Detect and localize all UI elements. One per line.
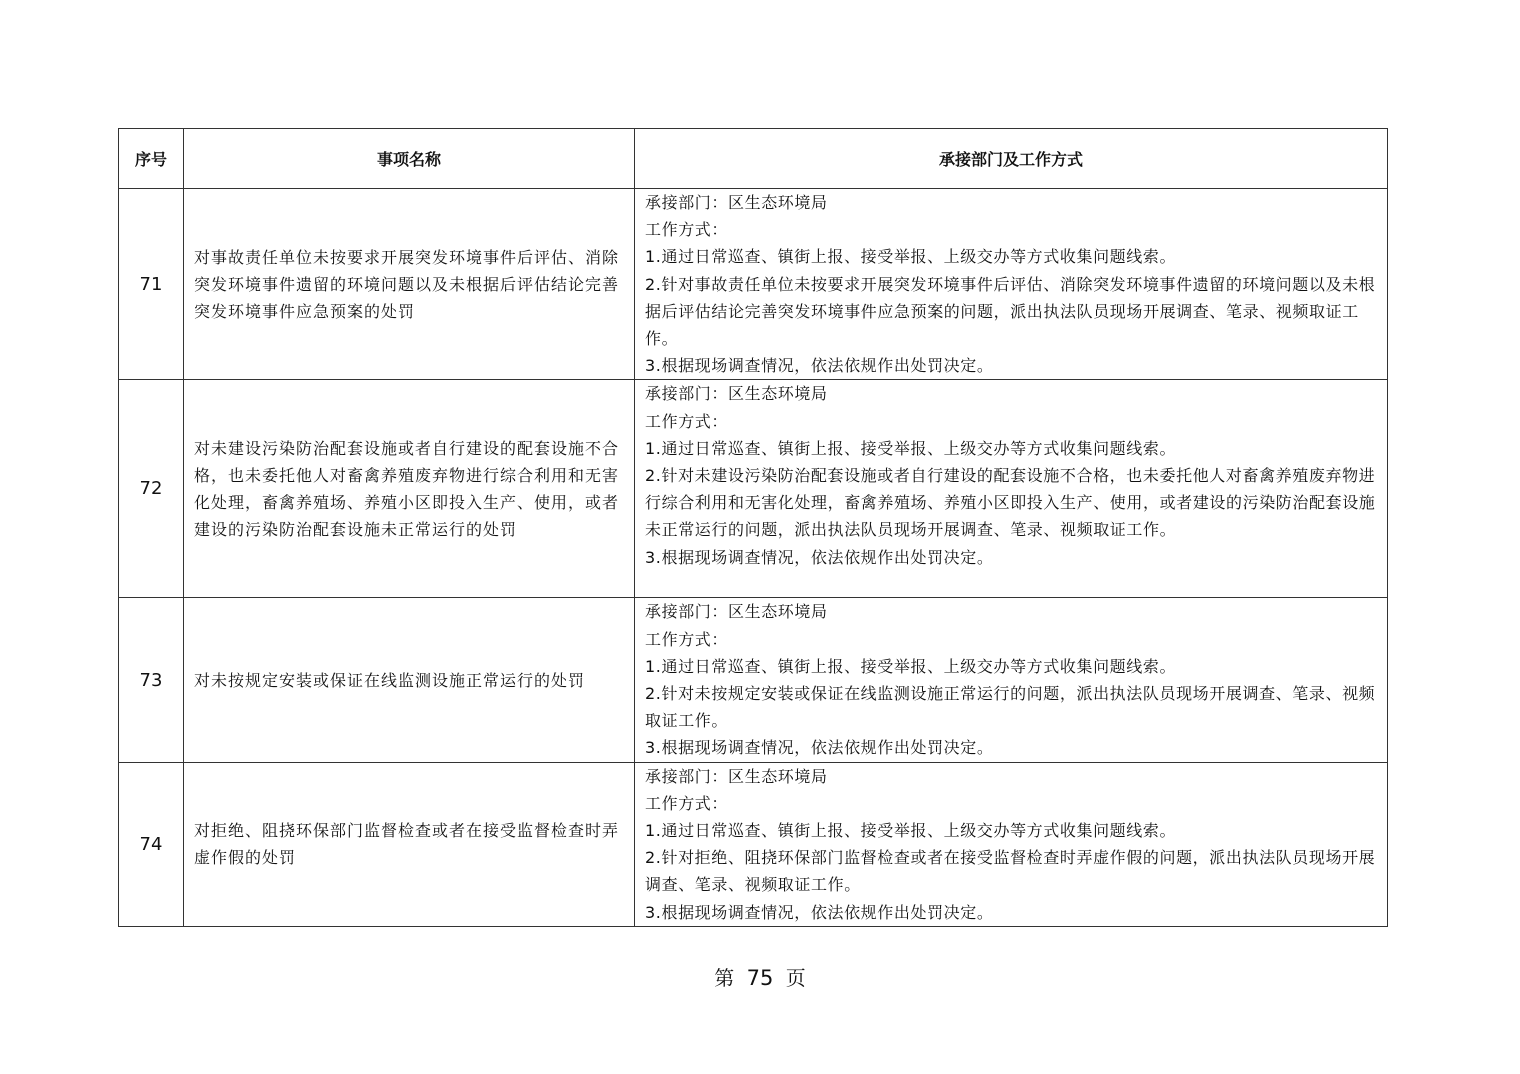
- item-name: 对拒绝、阻挠环保部门监督检查或者在接受监督检查时弄虚作假的处罚: [184, 762, 635, 926]
- row-number: 71: [119, 189, 184, 380]
- method-cell: [635, 598, 1388, 762]
- method-line: 3.根据现场调查情况，依法依规作出处罚决定。: [645, 738, 994, 758]
- header-method: 承接部门及工作方式: [635, 129, 1388, 189]
- item-name: 对事故责任单位未按要求开展突发环境事件后评估、消除突发环境事件遗留的环境问题以及未根据后评估结论完善突发环境事件应急预案的处罚: [184, 189, 635, 380]
- header-name: 事项名称: [184, 129, 635, 189]
- method-line: 承接部门：区生态环境局: [645, 193, 828, 212]
- method-line: 3.根据现场调查情况，依法依规作出处罚决定。: [645, 902, 994, 922]
- items-table: [118, 128, 1388, 927]
- method-cell: [635, 762, 1388, 926]
- table-row: [119, 189, 1388, 380]
- method-line: 1.通过日常巡查、镇街上报、接受举报、上级交办等方式收集问题线索。: [645, 656, 1177, 676]
- page-suffix: 页: [785, 966, 806, 990]
- method-line: 承接部门：区生态环境局: [645, 602, 828, 622]
- page-footer: [0, 962, 1520, 991]
- item-name: 对未建设污染防治配套设施或者自行建设的配套设施不合格，也未委托他人对畜禽养殖废弃物进行综合利用和无害化处理，畜禽养殖场、养殖小区即投入生产、使用，或者建设的污染防治配套设施未正常运行的处罚: [184, 380, 635, 598]
- item-name: 对未按规定安装或保证在线监测设施正常运行的处罚: [184, 598, 635, 762]
- row-number: 74: [119, 762, 184, 926]
- method-line: 工作方式：: [645, 220, 729, 240]
- method-line: 3.根据现场调查情况，依法依规作出处罚决定。: [645, 547, 994, 567]
- method-line: 工作方式：: [645, 411, 729, 431]
- method-line: 2.针对事故责任单位未按要求开展突发环境事件后评估、消除突发环境事件遗留的环境问题以及未根据后评估结论完善突发环境事件应急预案的问题，派出执法队员现场开展调查、笔录、视频取证工作。: [645, 274, 1376, 349]
- page-prefix: 第: [714, 966, 735, 990]
- table-row: [119, 598, 1388, 762]
- method-cell: [635, 380, 1388, 598]
- method-line: 承接部门：区生态环境局: [645, 766, 828, 786]
- table-header-row: [119, 129, 1388, 189]
- method-line: 承接部门：区生态环境局: [645, 384, 828, 404]
- method-cell: [635, 189, 1388, 380]
- row-number: 72: [119, 380, 184, 598]
- method-line: 1.通过日常巡查、镇街上报、接受举报、上级交办等方式收集问题线索。: [645, 247, 1177, 267]
- table-row: [119, 762, 1388, 926]
- method-line: 工作方式：: [645, 793, 729, 813]
- method-line: 2.针对未建设污染防治配套设施或者自行建设的配套设施不合格，也未委托他人对畜禽养殖废弃物进行综合利用和无害化处理，畜禽养殖场、养殖小区即投入生产、使用，或者建设的污染防治配套设施未正常运行的问题，派出执法队员现场开展调查、笔录、视频取证工作。: [645, 466, 1376, 540]
- method-line: 3.根据现场调查情况，依法依规作出处罚决定。: [645, 356, 994, 376]
- method-line: 1.通过日常巡查、镇街上报、接受举报、上级交办等方式收集问题线索。: [645, 821, 1177, 841]
- row-number: 73: [119, 598, 184, 762]
- table-row: [119, 380, 1388, 598]
- header-no: 序号: [119, 129, 184, 189]
- method-line: 1.通过日常巡查、镇街上报、接受举报、上级交办等方式收集问题线索。: [645, 438, 1177, 458]
- method-line: 2.针对拒绝、阻挠环保部门监督检查或者在接受监督检查时弄虚作假的问题，派出执法队员现场开展调查、笔录、视频取证工作。: [645, 848, 1376, 895]
- method-line: 工作方式：: [645, 629, 729, 649]
- page-number: 75: [746, 966, 774, 990]
- method-line: 2.针对未按规定安装或保证在线监测设施正常运行的问题，派出执法队员现场开展调查、笔录、视频取证工作。: [645, 684, 1376, 731]
